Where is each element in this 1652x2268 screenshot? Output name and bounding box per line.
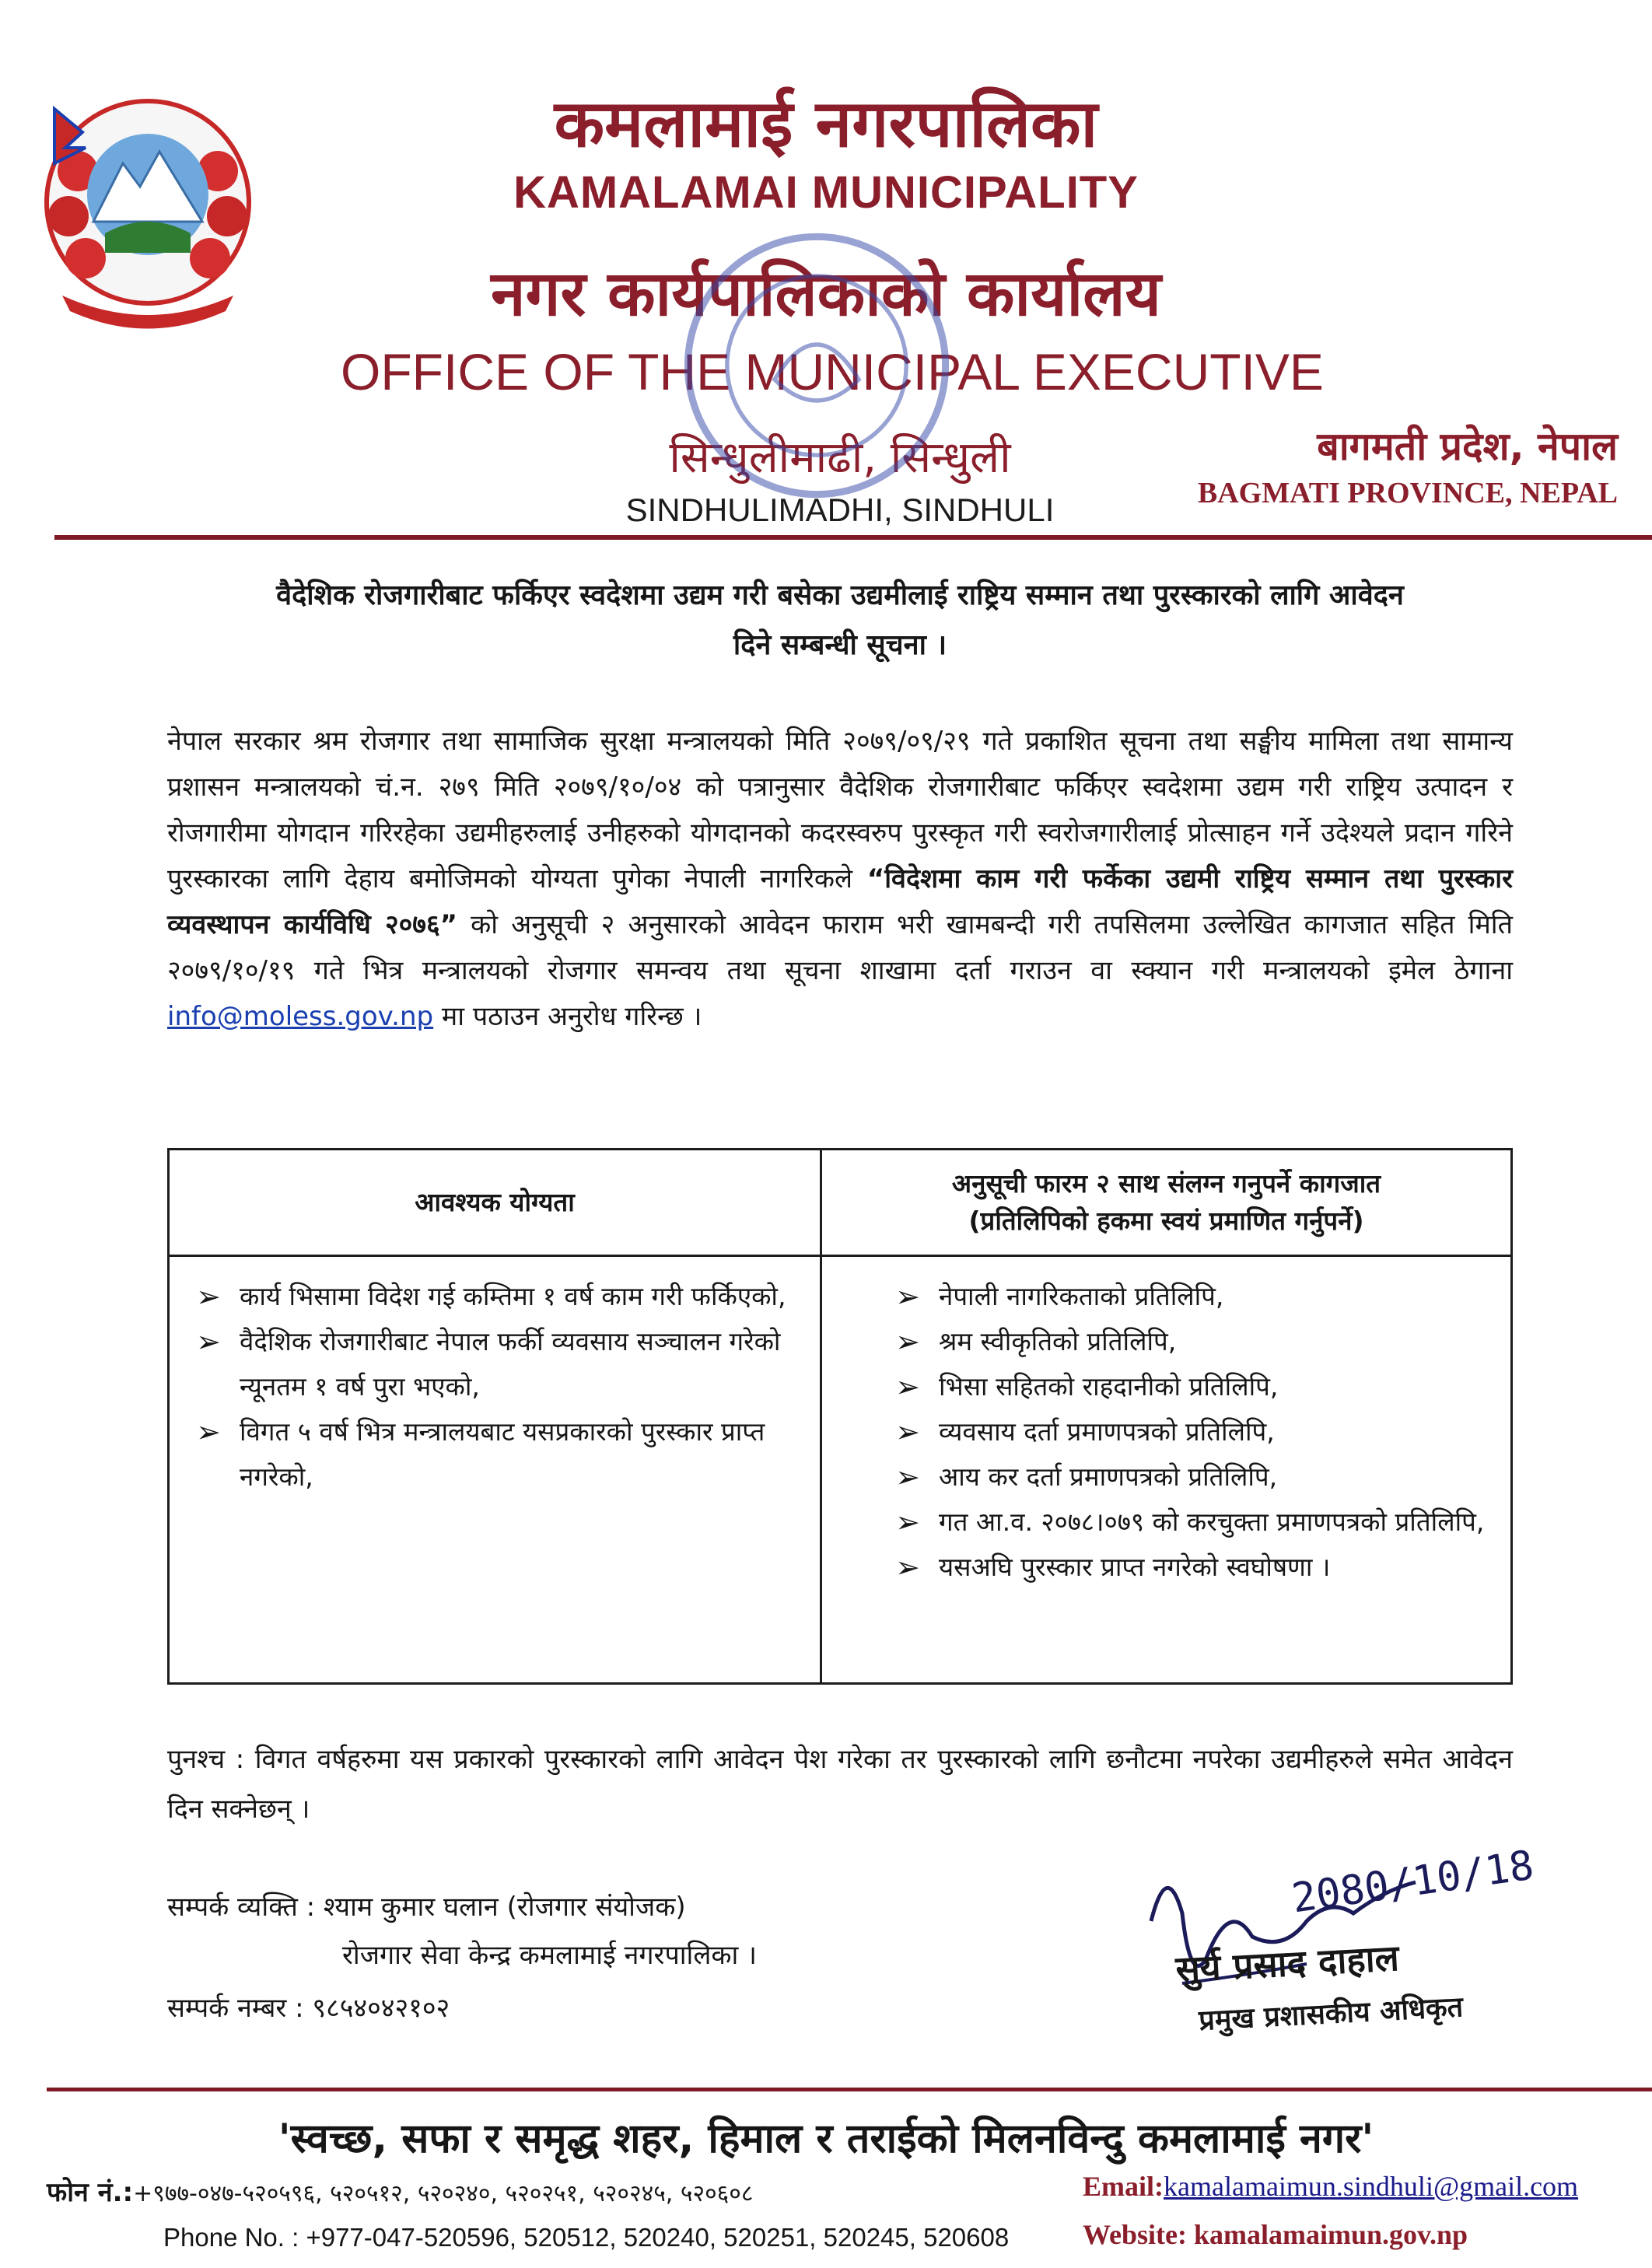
contact-number: सम्पर्क नम्बर : ९८५४०४२१०२ — [167, 1993, 450, 2024]
province-en: BAGMATI PROVINCE, NEPAL — [1197, 477, 1618, 509]
email-link[interactable]: kamalamaimun.sindhuli@gmail.com — [1164, 2171, 1579, 2202]
body-procedure-title: “विदेशमा काम गरी फर्केका उद्यमी राष्ट्रिय सम्मान तथा पुरस्कार व्यवस्थापन कार्यविधि २०७६” — [167, 863, 1514, 940]
list-item: ➢ नेपाली नागरिकताको प्रतिलिपि, — [939, 1274, 1495, 1319]
municipality-name-np: कमलामाई नगरपालिका — [554, 86, 1098, 162]
postscript: पुनश्च : विगत वर्षहरुमा यस प्रकारको पुरस्कारको लागि आवेदन पेश गरेका तर पुरस्कारको लागि छनौटमा नपरेका उद्यमीहरुले समेत आवेदन दिन सक्नेछन् । — [167, 1744, 1513, 1825]
qualification-list — [169, 1256, 821, 1684]
arrow-bullet-icon: ➢ — [895, 1370, 920, 1404]
arrow-bullet-icon: ➢ — [196, 1325, 221, 1359]
officer-title: प्रमुख प्रशासकीय अधिकृत — [1198, 1991, 1465, 2037]
body-part-1: नेपाल सरकार श्रम रोजगार तथा सामाजिक सुरक्षा मन्त्रालयको मिति २०७९/०९/२९ गते प्रकाशित सूचना तथा सङ्घीय मामिला तथा सामान्य प्रशासन मन्त्रालयको चं.न. २७९ मिति २०७९/१०/०४ को पत्रानुसार वैदेशिक रोजगारीबाट फर्किएर स्वदेशमा उद्यम गरी राष्ट्रिय उत्पादन र रोजगारीमा योगदान गरिरहेका उद्यमीहरुलाई उनीहरुको योगदानको कदरस्वरुप पुरस्कृत गरी स्वरोजगारीलाई प्रोत्साहन गर्ने उदेश्यले प्रदान गरिने पुरस्कारका लागि देहाय बमोजिमको योग्यता पुगेका नेपाली नागरिकले — [167, 726, 1513, 894]
notice-subject — [156, 571, 1524, 670]
arrow-bullet-icon: ➢ — [895, 1505, 920, 1539]
list-item: ➢ कार्य भिसामा विदेश गई कम्तिमा १ वर्ष काम गरी फर्किएको, — [240, 1274, 804, 1319]
officer-name: सुर्य प्रसाद दाहाल — [1174, 1936, 1400, 1990]
arrow-bullet-icon: ➢ — [895, 1415, 920, 1449]
arrow-bullet-icon: ➢ — [196, 1279, 221, 1314]
notice-body — [167, 719, 1513, 1040]
handwritten-date: 2080/10/18 — [1289, 1842, 1537, 1923]
office-name-en: OFFICE OF THE MUNICIPAL EXECUTIVE — [341, 343, 1324, 401]
phone-np: फोन नं.:+९७७-०४७-५२०५९६, ५२०५१२, ५२०२४०, ५२०२५१, ५२०२४५, ५२०६०८ — [47, 2177, 754, 2208]
ministry-email-link[interactable]: info@moless.gov.np — [167, 1001, 434, 1032]
list-item: ➢ गत आ.व. २०७८।०७९ को करचुक्ता प्रमाणपत्रको प्रतिलिपि, — [939, 1500, 1495, 1545]
arrow-bullet-icon: ➢ — [895, 1325, 920, 1359]
body-part-3: मा पठाउन अनुरोध गरिन्छ । — [441, 1001, 702, 1032]
list-item: ➢ श्रम स्वीकृतिको प्रतिलिपि, — [939, 1319, 1495, 1364]
contact-organisation: रोजगार सेवा केन्द्र कमलामाई नगरपालिका । — [342, 1940, 758, 1971]
header-divider — [54, 535, 1652, 540]
requirements-table — [167, 1148, 1513, 1685]
municipality-slogan: 'स्वच्छ, सफा र समृद्ध शहर, हिमाल र तराईको मिलनविन्दु कमलामाई नगर' — [278, 2116, 1374, 2162]
phone-en: Phone No. : +977-047-520596, 520512, 520240, 520251, 520245, 520608 — [163, 2223, 1010, 2252]
footer-divider — [47, 2088, 1652, 2091]
arrow-bullet-icon: ➢ — [196, 1415, 221, 1449]
list-item: ➢ वैदेशिक रोजगारीबाट नेपाल फर्की व्यवसाय सञ्चालन गरेको न्यूनतम १ वर्ष पुरा भएको, — [240, 1319, 804, 1409]
list-item: ➢ भिसा सहितको राहदानीको प्रतिलिपि, — [939, 1364, 1495, 1409]
subject-line-1: वैदेशिक रोजगारीबाट फर्किएर स्वदेशमा उद्यम गरी बसेका उद्यमीलाई राष्ट्रिय सम्मान तथा पुरस्कारको लागि आवेदन — [276, 579, 1404, 611]
documents-header: अनुसूची फारम २ साथ संलग्न गनुपर्ने कागजात (प्रतिलिपिको हकमा स्वयं प्रमाणित गर्नुपर्ने) — [821, 1150, 1512, 1256]
contact-person: सम्पर्क व्यक्ति : श्याम कुमार घलान (रोजगार संयोजक) — [167, 1892, 686, 1923]
place-en: SINDHULIMADHI, SINDHULI — [625, 492, 1055, 528]
arrow-bullet-icon: ➢ — [895, 1279, 920, 1314]
municipality-name-en: KAMALAMAI MUNICIPALITY — [513, 167, 1139, 218]
office-name-np: नगर कार्यपालिकाको कार्यालय — [491, 257, 1161, 330]
list-item: ➢ यसअघि पुरस्कार प्राप्त नगरेको स्वघोषणा । — [939, 1545, 1495, 1590]
qualification-header: आवश्यक योग्यता — [169, 1150, 821, 1256]
list-item: ➢ विगत ५ वर्ष भित्र मन्त्रालयबाट यसप्रकारको पुरस्कार प्राप्त नगरेको, — [240, 1409, 804, 1500]
documents-list — [821, 1256, 1512, 1684]
list-item: ➢ व्यवसाय दर्ता प्रमाणपत्रको प्रतिलिपि, — [939, 1409, 1495, 1454]
footer-email: Email:kamalamaimun.sindhuli@gmail.com — [1083, 2171, 1579, 2202]
province-np: बागमती प्रदेश, नेपाल — [1317, 424, 1618, 469]
arrow-bullet-icon: ➢ — [895, 1460, 920, 1494]
body-part-2: को अनुसूची २ अनुसारको आवेदन फाराम भरी खामबन्दी गरी तपसिलमा उल्लेखित कागजात सहित मिति २०७९/१०/१९ गते भित्र मन्त्रालयको रोजगार समन्वय तथा सूचना शाखामा दर्ता गराउन वा स्क्यान गरी मन्त्रालयको इमेल ठेगाना — [167, 909, 1513, 986]
list-item: ➢ आय कर दर्ता प्रमाणपत्रको प्रतिलिपि, — [939, 1454, 1495, 1500]
place-np: सिन्धुलीमाढी, सिन्धुली — [669, 432, 1011, 483]
footer-website[interactable]: Website: kamalamaimun.gov.np — [1083, 2219, 1468, 2250]
arrow-bullet-icon: ➢ — [895, 1550, 920, 1584]
office-seal-icon — [677, 226, 957, 506]
subject-line-2: दिने सम्बन्धी सूचना । — [733, 629, 947, 661]
